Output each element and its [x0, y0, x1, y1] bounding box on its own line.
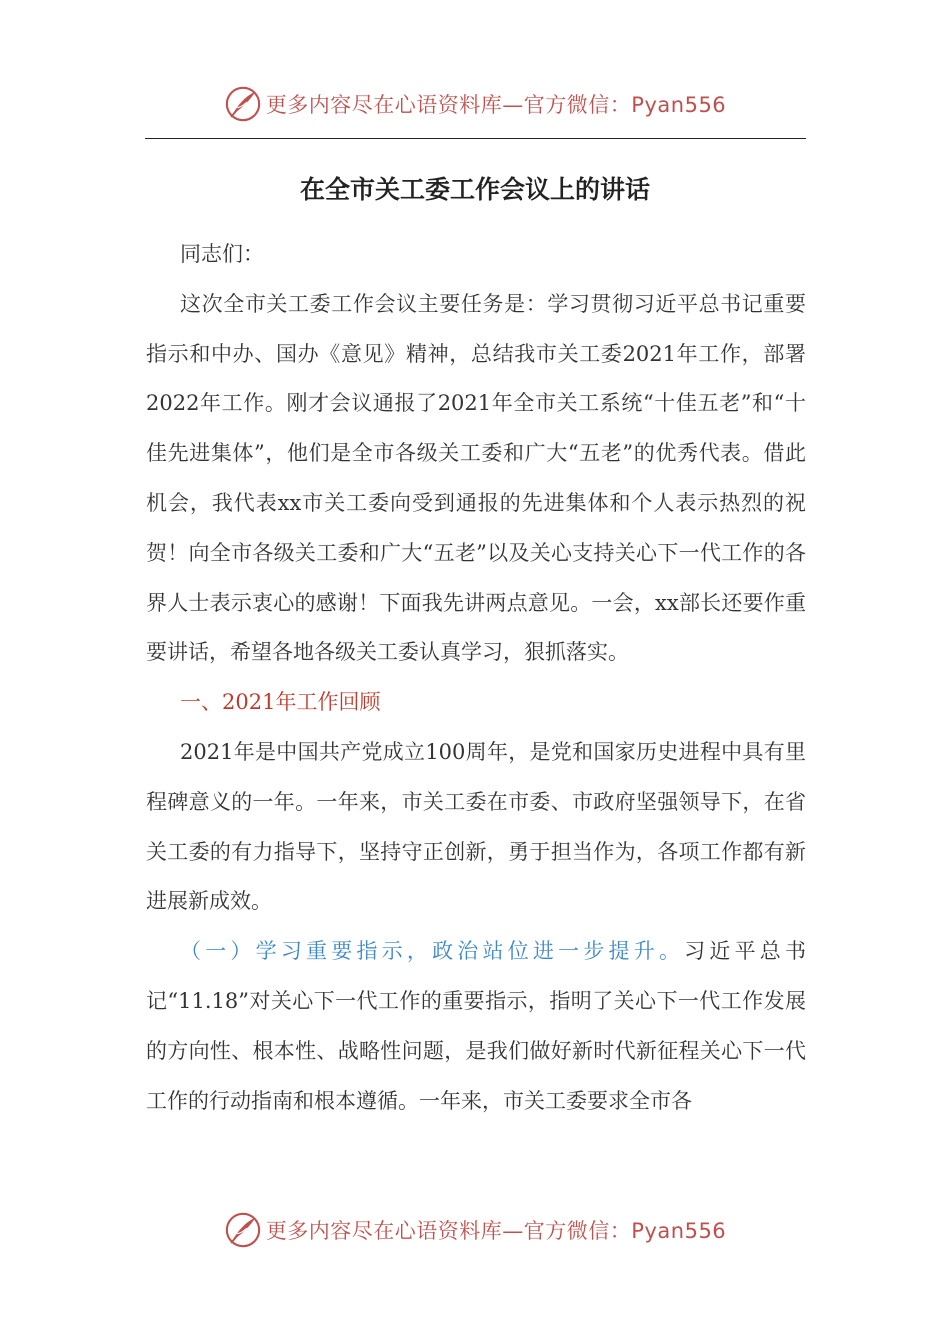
header-banner-text: 更多内容尽在心语资料库—官方微信：Pyan556: [265, 93, 727, 117]
salutation: 同志们：: [180, 242, 264, 266]
quill-pen-logo-icon: [224, 85, 262, 123]
subsection-paragraph: [146, 927, 806, 1126]
section-heading: 一、2021年工作回顾: [180, 690, 381, 715]
header-banner: [0, 84, 950, 124]
footer-banner: [0, 1210, 950, 1250]
subsection-heading: （一）学习重要指示，政治站位进一步提升。: [180, 939, 685, 964]
subsection-text: 习近平总书记“11.18”对关心下一代工作的重要指示，指明了关心下一代工作发展的方向性、根本性、战略性问题，是我们做好新时代新征程关心下一代工作的行动指南和根本遵循。一年来，市关工委要求全市各: [146, 939, 807, 1113]
intro-paragraph: 这次全市关工委工作会议主要任务是：学习贯彻习近平总书记重要指示和中办、国办《意见》精神，总结我市关工委2021年工作，部署2022年工作。刚才会议通报了2021年全市关工系统“十佳五老”和“十佳先进集体”，他们是全市各级关工委和广大“五老”的优秀代表。借此机会，我代表xx市关工委向受到通报的先进集体和个人表示热烈的祝贺！向全市各级关工委和广大“五老”以及关心支持关心下一代工作的各界人士表示衷心的感谢！下面我先讲两点意见。一会，xx部长还要作重要讲话，希望各地各级关工委认真学习，狠抓落实。: [146, 291, 806, 665]
header-divider: [145, 138, 806, 139]
footer-banner-text: 更多内容尽在心语资料库—官方微信：Pyan556: [265, 1219, 727, 1243]
document-body: [146, 230, 806, 1126]
document-title: 在全市关工委工作会议上的讲话: [299, 175, 650, 204]
quill-pen-logo-icon: [224, 1211, 262, 1249]
section-paragraph: 2021年是中国共产党成立100周年，是党和国家历史进程中具有里程碑意义的一年。一年来，市关工委在市委、市政府坚强领导下，在省关工委的有力指导下，坚持守正创新，勇于担当作为，各项工作都有新进展新成效。: [146, 739, 806, 914]
